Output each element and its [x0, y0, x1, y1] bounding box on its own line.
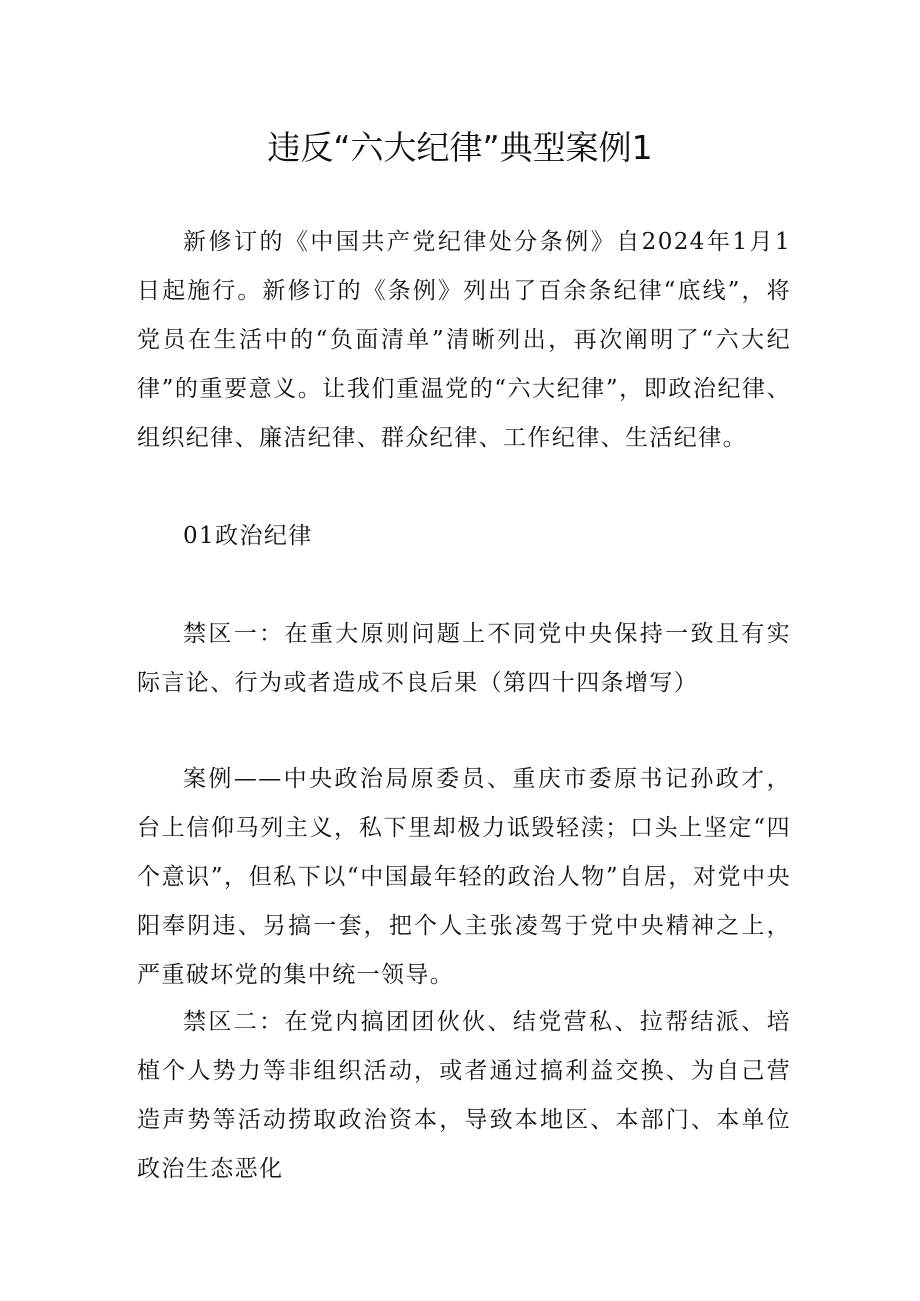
intro-paragraph: 新修订的《中国共产党纪律处分条例》自2024年1月1日起施行。新修订的《条例》列出了百余条纪律“底线”，将党员在生活中的“负面清单”清晰列出，再次阐明了“六大纪律”的重要意义。让我们重温党的“六大纪律”，即政治纪律、组织纪律、廉洁纪律、群众纪律、工作纪律、生活纪律。 [137, 229, 791, 451]
document-title: 违反“六大纪律”典型案例1 [267, 128, 653, 167]
section-heading-political-discipline: 01政治纪律 [183, 523, 313, 549]
case-1-paragraph: 案例——中央政治局原委员、重庆市委原书记孙政才，台上信仰马列主义，私下里却极力诋毁轻渎；口头上坚定“四个意识”，但私下以“中国最年轻的政治人物”自居，对党中央阳奉阴违、另搞一套，把个人主张凌驾于党中央精神之上，严重破坏党的集中统一领导。 [137, 766, 791, 988]
forbidden-zone-2-paragraph: 禁区二：在党内搞团团伙伙、结党营私、拉帮结派、培植个人势力等非组织活动，或者通过搞利益交换、为自己营造声势等活动捞取政治资本，导致本地区、本部门、本单位政治生态恶化 [137, 1009, 791, 1182]
forbidden-zone-1-paragraph: 禁区一：在重大原则问题上不同党中央保持一致且有实际言论、行为或者造成不良后果（第四十四条增写） [137, 621, 791, 696]
